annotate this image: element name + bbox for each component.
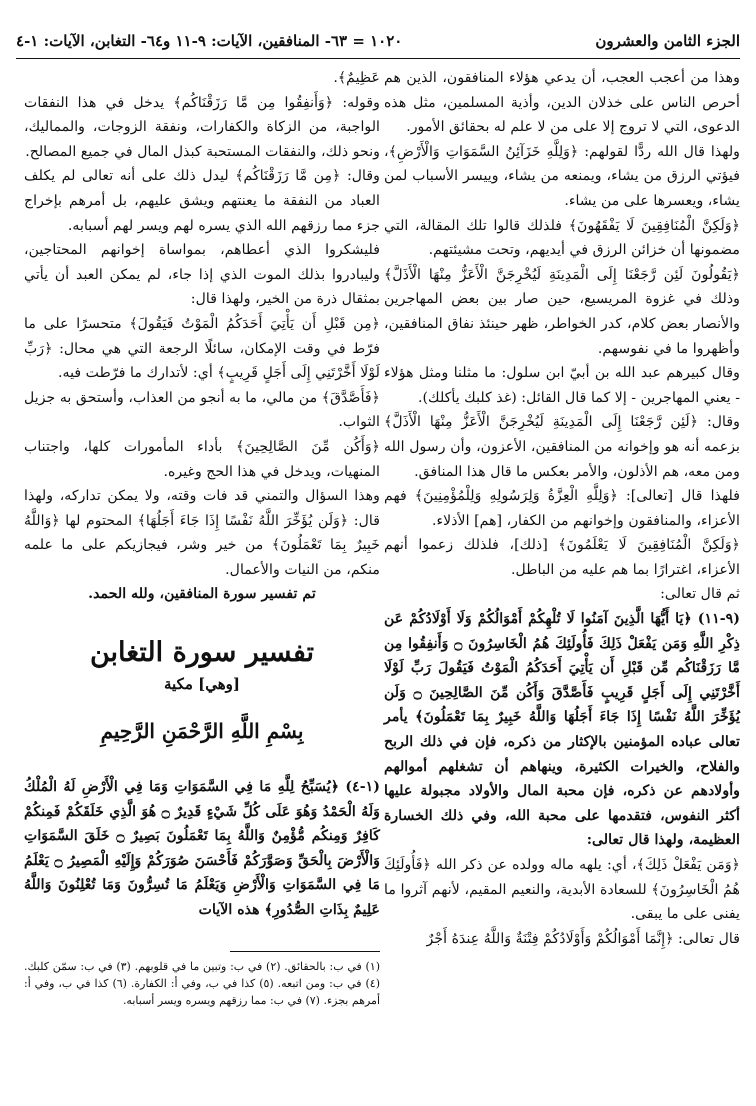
paragraph: ﴿وَلَكِنَّ الْمُنَافِقِينَ لَا يَفْقَهُونَ﴾ فلذلك قالوا تلك المقالة، التي مضمونها أن خزائن الرزق في أيديهم، وتحت مشيئتهم. bbox=[384, 217, 740, 259]
footnote-divider bbox=[230, 951, 380, 952]
paragraph: ثم قال تعالى: bbox=[660, 586, 740, 603]
header-page-info: ١٠٢٠ = ٦٣- المنافقين، الآيات: ٩-١١ و٦٤- التغابن، الآيات: ١-٤ bbox=[16, 32, 403, 50]
paragraph: وقال: ﴿مِن مَّا رَزَقْنَاكُم﴾ ليدل ذلك على أنه تعالى لم يكلف العباد من النفقة ما يعنتهم ويشق عليهم، بل أمرهم بإخراج جزء مما رزقهم الله الذي يسره لهم ويسر لهم أسبابه. bbox=[24, 168, 380, 234]
verse-block: (٩-١١) ﴿يَا أَيُّهَا الَّذِينَ آمَنُوا لَا تُلْهِكُمْ أَمْوَالُكُمْ وَلَا أَوْلَادُكُمْ عَن ذِكْرِ اللَّهِ وَمَن يَفْعَلْ ذَلِكَ فَأُولَئِكَ هُمُ الْخَاسِرُونَ ۝ وَأَنفِقُوا مِن مَّا رَزَقْنَاكُم مِّن قَبْلِ أَن يَأْتِيَ أَحَدَكُمُ الْمَوْتُ فَيَقُولَ رَبِّ لَوْلَا أَخَّرْتَنِي إِلَى أَجَلٍ قَرِيبٍ فَأَصَّدَّقَ وَأَكُن مِّنَ الصَّالِحِينَ ۝ وَلَن يُؤَخِّرَ اللَّهُ نَفْسًا إِذَا جَاءَ أَجَلُهَا وَاللَّهُ خَبِيرٌ بِمَا تَعْمَلُونَ﴾ يأمر تعالى عباده المؤمنين بالإكثار من ذكره، فإن في ذلك الربح والفلاح، والخيرات الكثيرة، وينهاهم أن تشغلهم أموالهم وأولادهم عن ذكره، فإن محبة المال والأولاد مجبولة عليها أكثر النفوس، فتقدمها على محبة الله، وفي ذلك الخسارة العظيمة، ولهذا قال تعالى: bbox=[384, 611, 740, 849]
paragraph: ولهذا قال الله ردًّا لقولهم: ﴿وَلِلَّهِ خَزَآئِنُ السَّمَوَاتِ وَالْأَرْضِ﴾، فيؤتي الرزق من يشاء، ويمنعه من يشاء، وييسر الأسباب لمن يشاء، ويعسرها على من يشاء. bbox=[384, 143, 740, 209]
header-part-label: الجزء الثامن والعشرون bbox=[595, 32, 740, 50]
surah-title: تفسير سورة التغابن bbox=[89, 637, 315, 669]
paragraph: ﴿وَلَكِنَّ الْمُنَافِقِينَ لَا يَعْلَمُونَ﴾ [ذلك]، فلذلك زعموا أنهم الأعزاء، اغترارًا بما هم عليه من الباطل. bbox=[384, 537, 740, 578]
paragraph: عَظِيمٌ﴾. bbox=[333, 70, 380, 86]
right-column bbox=[384, 66, 740, 951]
paragraph: وقوله: ﴿وَأَنفِقُوا مِن مَّا رَزَقْنَاكُم﴾ يدخل في هذا النفقات الواجبة، من الزكاة والكفارات، ونفقة الزوجات، والمماليك، ونحو ذلك، والنفقات المستحبة كبذل المال في جميع المصالح. bbox=[24, 94, 380, 160]
paragraph: وقال: ﴿لَئِن رَّجَعْنَا إِلَى الْمَدِينَةِ لَيُخْرِجَنَّ الْأَعَزُّ مِنْهَا الْأَذَلَّ﴾ بزعمه أنه هو وإخوانه من المنافقين، الأعزون، وأن رسول الله ومن معه، هم الأذلون، والأمر بعكس ما قال هذا المنافق. bbox=[384, 414, 740, 480]
paragraph: وهذا السؤال والتمني قد فات وقته، ولا يمكن تداركه، ولهذا قال: ﴿وَلَن يُؤَخِّرَ اللَّهُ نَفْسًا إِذَا جَاءَ أَجَلُهَا﴾ المحتوم لها ﴿وَاللَّهُ خَبِيرٌ بِمَا تَعْمَلُونَ﴾ من خير وشر، فيجازيكم على ما علمه منكم، من النيات والأعمال. bbox=[24, 488, 380, 578]
paragraph: قال تعالى: ﴿إِنَّمَا أَمْوَالُكُمْ وَأَوْلَادُكُمْ فِتْنَةٌ وَاللَّهُ عِندَهُ أَجْرٌ bbox=[426, 930, 740, 947]
paragraph: ﴿فَأَصَّدَّقَ﴾ من مالي، ما به أنجو من العذاب، وأستحق به جزيل الثواب. bbox=[24, 389, 380, 431]
paragraph: ﴿وَمَن يَفْعَلْ ذَلِكَ﴾، أي: يلهه ماله وولده عن ذكر الله ﴿فَأُولَئِكَ هُمُ الْخَاسِرُونَ﴾ للسعادة الأبدية، والنعيم المقيم، لأنهم آثروا ما يفنى على ما يبقى. bbox=[384, 857, 740, 923]
paragraph: ﴿وَأَكُن مِّنَ الصَّالِحِينَ﴾ بأداء المأمورات كلها، واجتناب المنهيات، ويدخل في هذا الحج وغيره. bbox=[24, 438, 380, 480]
opening-verses: (١-٤) ﴿يُسَبِّحُ لِلَّهِ مَا فِي السَّمَوَاتِ وَمَا فِي الْأَرْضِ لَهُ الْمُلْكُ وَلَهُ الْحَمْدُ وَهُوَ عَلَى كُلِّ شَيْءٍ قَدِيرٌ ۝ هُوَ الَّذِي خَلَقَكُمْ فَمِنكُمْ كَافِرٌ وَمِنكُم مُّؤْمِنٌ وَاللَّهُ بِمَا تَعْمَلُونَ بَصِيرٌ ۝ خَلَقَ السَّمَوَاتِ وَالْأَرْضَ بِالْحَقِّ وَصَوَّرَكُمْ فَأَحْسَنَ صُوَرَكُمْ وَإِلَيْهِ الْمَصِيرُ ۝ يَعْلَمُ مَا فِي السَّمَوَاتِ وَالْأَرْضِ وَيَعْلَمُ مَا تُسِرُّونَ وَمَا تُعْلِنُونَ وَاللَّهُ عَلِيمٌ بِذَاتِ الصُّدُورِ﴾ هذه الآيات bbox=[24, 779, 381, 919]
paragraph: وقال كبيرهم عبد الله بن أبيّ ابن سلول: ما مثلنا ومثل هؤلاء - يعني المهاجرين - إلا كما قال القائل: (غذ كلبك يأكلك). bbox=[384, 365, 740, 406]
paragraph: ﴿يَقُولُونَ لَئِن رَّجَعْنَا إِلَى الْمَدِينَةِ لَيُخْرِجَنَّ الْأَعَزُّ مِنْهَا الْأَذَلَّ﴾ وذلك في غزوة المريسيع، حين صار بين بعض المهاجرين والأنصار بعض كلام، كدر الخواطر، ظهر حينئذ نفاق المنافقين، وأظهروا ما في نفوسهم. bbox=[384, 266, 740, 357]
paragraph: ﴿مِن قَبْلِ أَن يَأْتِيَ أَحَدَكُمُ الْمَوْتُ فَيَقُولَ﴾ متحسرًا على ما فرّط في وقت الإمكان، سائلًا الرجعة التي هي محال: ﴿رَبِّ لَوْلَا أَخَّرْتَنِي إِلَى أَجَلٍ قَرِيبٍ﴾ أي: لأتدارك ما فرّطت فيه. bbox=[24, 315, 380, 382]
header-divider bbox=[16, 58, 740, 59]
closing-note: تم تفسير سورة المنافقين، ولله الحمد. bbox=[88, 586, 316, 603]
paragraph: وهذا من أعجب العجب، أن يدعي هؤلاء المنافقون، الذين هم أحرص الناس على خذلان الدين، وأذية المسلمين، مثل هذه الدعوى، التي لا تروج إلا على من لا علم له بحقائق الأمور. bbox=[384, 70, 740, 136]
surah-type: [وهي] مكية bbox=[164, 675, 240, 694]
paragraph: فليشكروا الذي أعطاهم، بمواساة إخوانهم المحتاجين، وليبادروا بذلك الموت الذي إذا جاء، لم يمكن العبد أن يأتي بمثقال ذرة من الخير، ولهذا قال: bbox=[24, 242, 380, 308]
page-header bbox=[16, 28, 740, 54]
basmala: بِسْمِ اللَّهِ الرَّحْمَنِ الرَّحِيمِ bbox=[100, 719, 304, 744]
footnotes: (١) في ب: بالحقائق. (٢) في ب: وتبين ما في قلوبهم. (٣) في ب: سمّن كلبك. (٤) في ب: ومن اتبعه. (٥) كذا في ب، وفي أ: الكفارة. (٦) كذا في ب، وفي أ: أمرهم بجزء. (٧) في ب: مما رزقهم ويسره ويسر أسبابه. bbox=[24, 959, 380, 1007]
paragraph: فلهذا قال [تعالى]: ﴿وَلِلَّهِ الْعِزَّةُ وَلِرَسُولِهِ وَلِلْمُؤْمِنِينَ﴾ فهم الأعزاء، والمنافقون وإخوانهم من الكفار، [هم] الأذلاء. bbox=[384, 488, 740, 529]
left-column bbox=[24, 66, 380, 1009]
